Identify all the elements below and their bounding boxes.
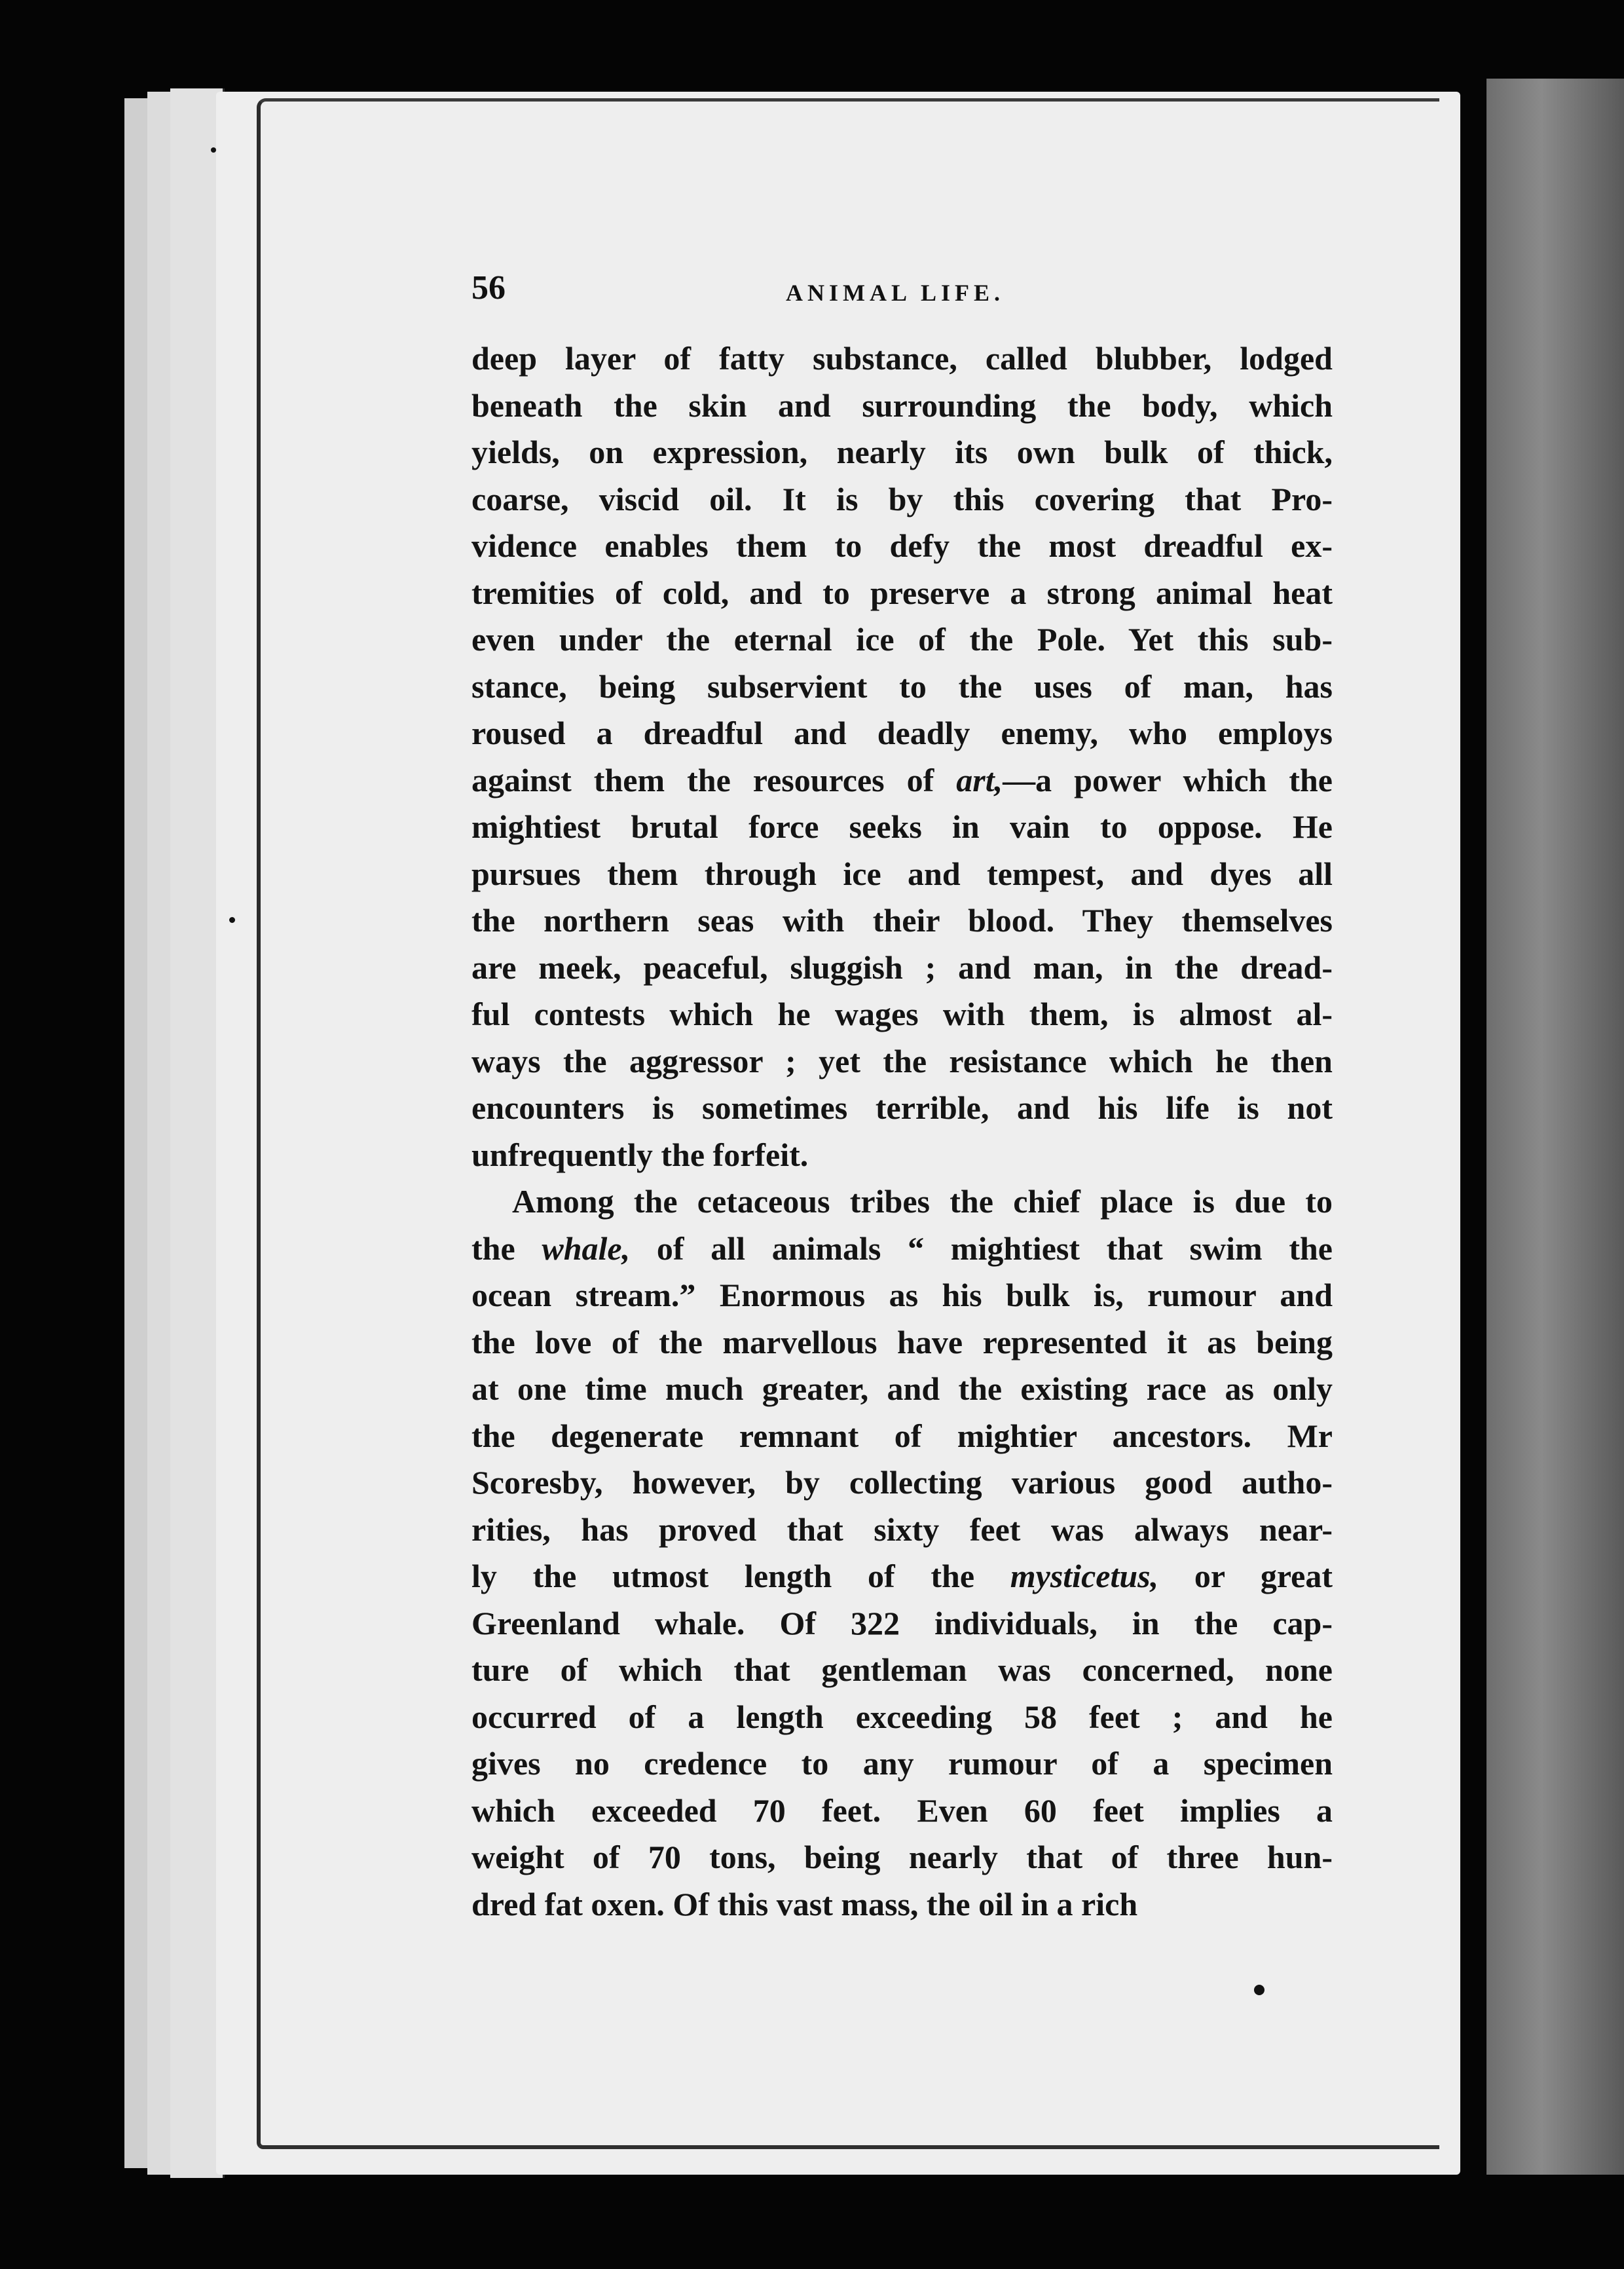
text-line-content: Among the cetaceous tribes the chief place is due to bbox=[512, 1183, 1333, 1220]
text-line bbox=[471, 804, 1333, 851]
text-line bbox=[471, 1788, 1333, 1835]
text-line bbox=[471, 851, 1333, 898]
text-line bbox=[471, 664, 1333, 711]
text-line-content: are meek, peaceful, sluggish ; and man, in the dread- bbox=[471, 948, 1333, 986]
text-line-content: the northern seas with their blood. They themselves bbox=[471, 902, 1333, 939]
text-line-content: which exceeded 70 feet. Even 60 feet implies a bbox=[471, 1791, 1333, 1829]
text-line bbox=[471, 476, 1333, 523]
body-text bbox=[471, 335, 1333, 1928]
text-line-content: ly the utmost length of the bbox=[471, 1558, 1010, 1594]
text-line bbox=[471, 1647, 1333, 1694]
text-line bbox=[471, 1085, 1333, 1132]
text-line-content: against them the resources of bbox=[471, 761, 957, 798]
text-line-content: or great bbox=[1158, 1558, 1333, 1594]
text-line-content: unfrequently the forfeit. bbox=[471, 1136, 809, 1173]
page-number: 56 bbox=[471, 269, 506, 307]
text-line-content: gives no credence to any rumour of a specimen bbox=[471, 1745, 1333, 1782]
text-line bbox=[471, 570, 1333, 617]
text-line bbox=[471, 1366, 1333, 1413]
text-line-content: deep layer of fatty substance, called blubber, lodged bbox=[471, 340, 1333, 377]
text-line-content: dred fat oxen. Of this vast mass, the oil in a rich bbox=[471, 1885, 1138, 1922]
text-line bbox=[471, 1600, 1333, 1647]
text-line bbox=[471, 1834, 1333, 1881]
text-line-content: Scoresby, however, by collecting various good autho- bbox=[471, 1464, 1333, 1501]
text-line bbox=[471, 1226, 1333, 1273]
text-line bbox=[471, 1132, 1333, 1179]
speck bbox=[211, 147, 216, 153]
text-line bbox=[471, 1694, 1333, 1741]
text-line bbox=[471, 1740, 1333, 1788]
text-line bbox=[471, 991, 1333, 1038]
text-line bbox=[471, 616, 1333, 664]
text-line-content: roused a dreadful and deadly enemy, who employs bbox=[471, 715, 1333, 751]
text-line-content: the love of the marvellous have represented it as being bbox=[471, 1323, 1333, 1360]
text-line bbox=[471, 1178, 1333, 1226]
text-line bbox=[471, 523, 1333, 570]
text-line bbox=[471, 1553, 1333, 1600]
text-line-content: at one time much greater, and the existing race as only bbox=[471, 1370, 1333, 1407]
speck bbox=[1254, 1985, 1264, 1995]
text-line bbox=[471, 335, 1333, 383]
text-line-content: of all animals “ mightiest that swim the bbox=[630, 1229, 1333, 1267]
text-line-content: ture of which that gentleman was concerned, none bbox=[471, 1651, 1333, 1688]
text-line-content: ocean stream.” Enormous as his bulk is, rumour and bbox=[471, 1277, 1333, 1313]
adjacent-page-edge bbox=[1486, 79, 1624, 2175]
text-line bbox=[471, 897, 1333, 945]
text-line-content: ways the aggressor ; yet the resistance which he then bbox=[471, 1042, 1333, 1079]
text-line bbox=[471, 945, 1333, 992]
italic-term: mysticetus, bbox=[1010, 1558, 1159, 1594]
text-line bbox=[471, 757, 1333, 804]
text-line-content: beneath the skin and surrounding the body, which bbox=[471, 386, 1333, 424]
italic-term: art, bbox=[956, 761, 1003, 798]
text-line bbox=[471, 1319, 1333, 1366]
text-line-content: tremities of cold, and to preserve a strong animal heat bbox=[471, 574, 1333, 611]
text-line-content: the bbox=[471, 1229, 542, 1267]
text-line bbox=[471, 1413, 1333, 1460]
page-header bbox=[471, 269, 1336, 314]
text-line-content: even under the eternal ice of the Pole. Yet this sub- bbox=[471, 621, 1333, 658]
text-line-content: mightiest brutal force seeks in vain to oppose. He bbox=[471, 808, 1333, 845]
text-line-content: ful contests which he wages with them, is almost al- bbox=[471, 996, 1333, 1032]
speck bbox=[229, 917, 235, 923]
text-line-content: vidence enables them to defy the most dreadful ex- bbox=[471, 527, 1333, 564]
text-line bbox=[471, 1881, 1333, 1928]
text-line-content: Greenland whale. Of 322 individuals, in the cap- bbox=[471, 1604, 1333, 1641]
text-line bbox=[471, 1507, 1333, 1554]
text-line bbox=[471, 429, 1333, 476]
text-line-content: weight of 70 tons, being nearly that of three hun- bbox=[471, 1839, 1333, 1875]
text-line-content: the degenerate remnant of mightier ancestors. Mr bbox=[471, 1417, 1333, 1454]
text-line-content: yields, on expression, nearly its own bulk of thick, bbox=[471, 434, 1333, 470]
text-line bbox=[471, 1459, 1333, 1507]
text-line-content: encounters is sometimes terrible, and his life is not bbox=[471, 1089, 1333, 1126]
text-line-content: pursues them through ice and tempest, and dyes all bbox=[471, 855, 1333, 892]
text-line bbox=[471, 383, 1333, 430]
text-line-content: rities, has proved that sixty feet was always near- bbox=[471, 1510, 1333, 1548]
text-line-content: occurred of a length exceeding 58 feet ; and he bbox=[471, 1698, 1333, 1735]
italic-term: whale, bbox=[542, 1229, 631, 1267]
text-line-content: stance, being subservient to the uses of man, has bbox=[471, 667, 1333, 705]
running-head: ANIMAL LIFE. bbox=[786, 280, 1005, 306]
text-line bbox=[471, 1038, 1333, 1085]
text-line-content: —a power which the bbox=[1003, 761, 1333, 798]
text-line bbox=[471, 710, 1333, 757]
text-line bbox=[471, 1272, 1333, 1319]
text-line-content: coarse, viscid oil. It is by this covering that Pro- bbox=[471, 480, 1333, 517]
